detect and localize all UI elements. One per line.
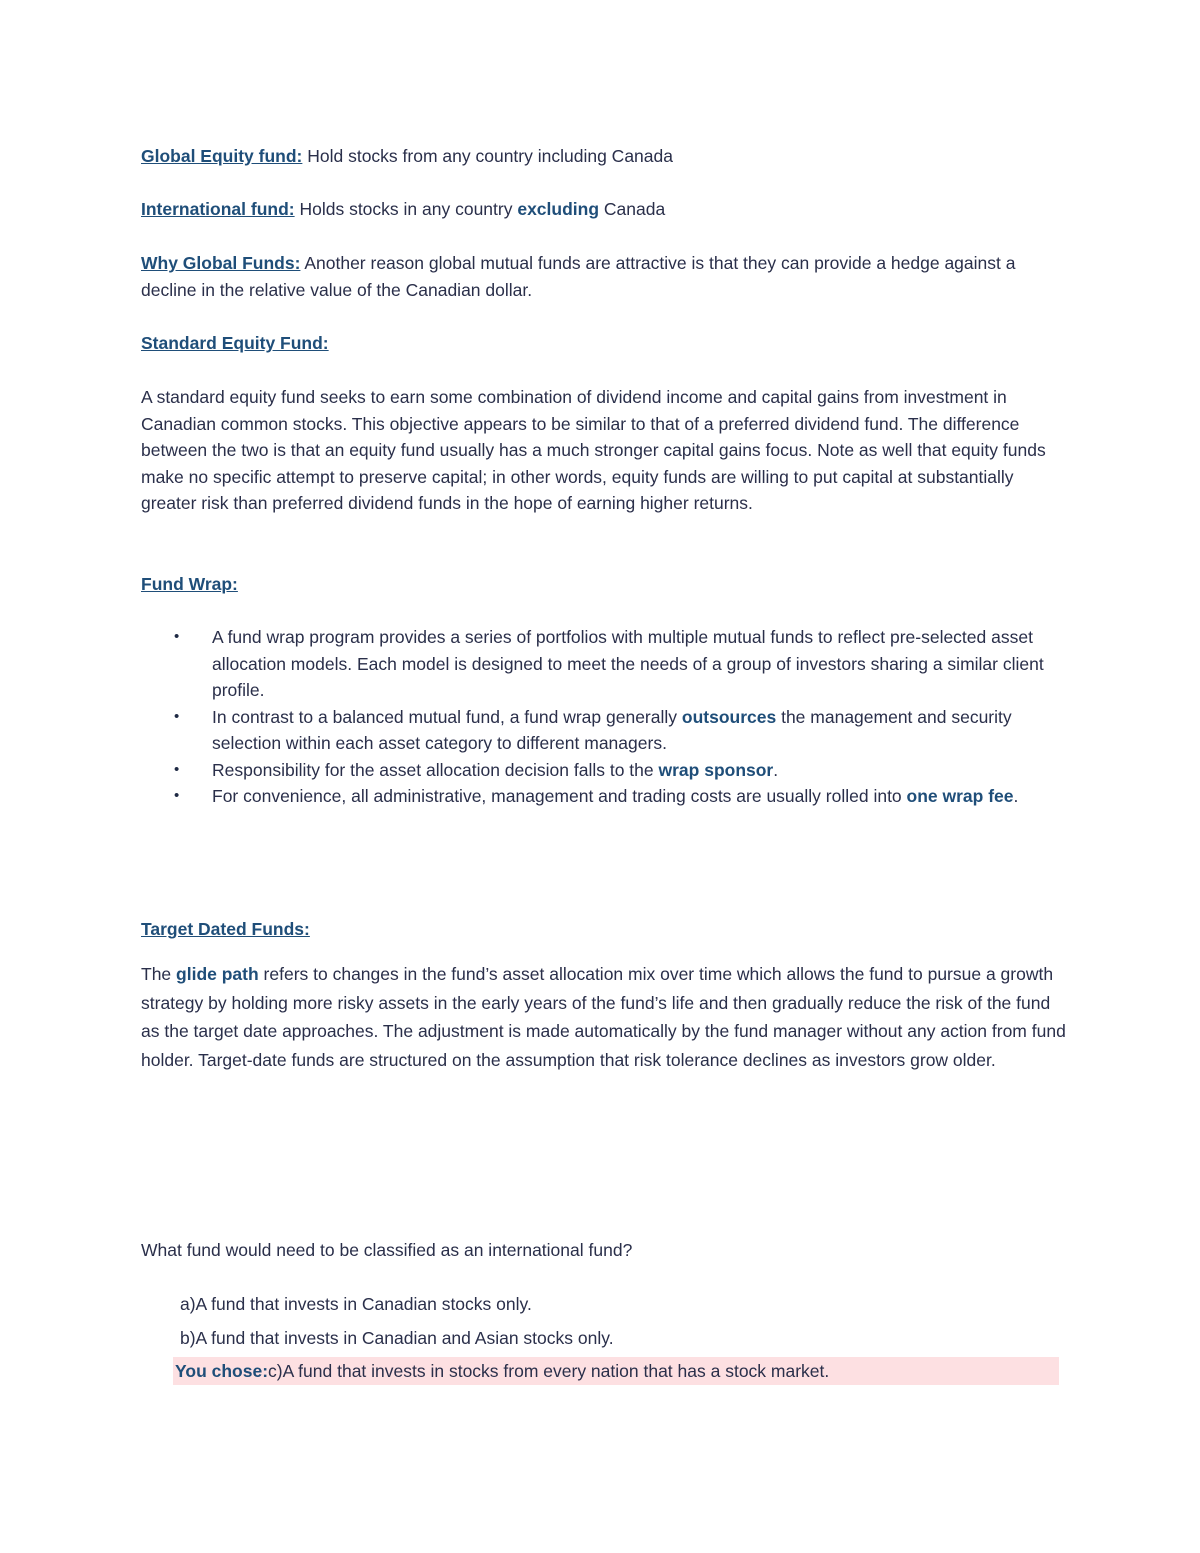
bullet-emphasis: wrap sponsor <box>658 759 774 780</box>
bullet-icon: • <box>174 787 180 804</box>
global-equity-definition <box>141 143 1066 170</box>
why-global-label: Why Global Funds: <box>141 253 301 273</box>
list-item <box>141 783 1046 810</box>
bullet-emphasis: outsources <box>681 706 777 727</box>
bullet-icon: • <box>174 707 180 725</box>
bullet-text-before: Responsibility for the asset allocation decision falls to the <box>212 759 659 780</box>
list-item <box>141 757 1046 784</box>
standard-equity-body: A standard equity fund seeks to earn some combination of dividend income and capital gains from investment in Canadian common stocks. This objective appears to be similar to that of a preferred dividend fund. The difference between the two is that an equity fund usually has a much stronger capital gains focus. Note as well that equity funds make no specific attempt to preserve capital; in other words, equity funds are willing to put capital at substantially greater risk than preferred dividend funds in the hope of earning higher returns. <box>141 387 1046 513</box>
bullet-emphasis: one wrap fee <box>906 786 1014 806</box>
quiz-option-a: a)A fund that invests in Canadian stocks only. <box>180 1294 532 1314</box>
international-emphasis: excluding <box>517 199 600 219</box>
quiz-option-b: b)A fund that invests in Canadian and Asian stocks only. <box>180 1328 614 1348</box>
fund-wrap-heading: Fund Wrap: <box>141 574 238 594</box>
target-dated-text-after: refers to changes in the fund’s asset allocation mix over time which allows the fund to pursue a growth strategy by holding more risky assets in the early years of the fund’s life and then gradually reduce the risk of the fund as the target date approaches. The adjustment is made automatically by the fund manager without any action from fund holder. Target-date funds are structured on the assumption that risk tolerance declines as investors grow older. <box>141 964 1066 1070</box>
fund-wrap-list <box>141 624 1046 810</box>
bullet-text-after: . <box>773 759 779 780</box>
target-dated-heading: Target Dated Funds: <box>141 919 310 939</box>
bullet-text-before: In contrast to a balanced mutual fund, a fund wrap generally <box>212 706 682 727</box>
bullet-icon: • <box>174 760 180 778</box>
bullet-text-after: the management and security selection within each asset category to different managers. <box>212 706 1012 753</box>
bullet-icon: • <box>174 628 180 645</box>
why-global-text: Another reason global mutual funds are attractive is that they can provide a hedge against a decline in the relative value of the Canadian dollar. <box>141 253 1016 300</box>
bullet-text-before: For convenience, all administrative, management and trading costs are usually rolled into <box>212 786 907 806</box>
bullet-text-after: . <box>1013 786 1019 806</box>
list-item <box>141 624 1046 704</box>
bullet-text: A fund wrap program provides a series of portfolios with multiple mutual funds to reflect pre-selected asset allocation models. Each model is designed to meet the needs of a group of investors sharing a similar client profile. <box>212 627 1044 700</box>
international-text-after: Canada <box>599 199 666 219</box>
quiz-chosen-answer <box>173 1357 1059 1385</box>
international-label: International fund: <box>141 199 295 219</box>
target-dated-text-before: The <box>141 964 177 984</box>
target-dated-emphasis: glide path <box>176 964 259 984</box>
why-global-paragraph <box>141 250 1066 303</box>
you-chose-label: You chose: <box>175 1361 269 1381</box>
standard-equity-heading: Standard Equity Fund: <box>141 333 329 353</box>
quiz-option-c: c)A fund that invests in stocks from every nation that has a stock market. <box>268 1361 830 1381</box>
target-dated-body <box>141 960 1066 1074</box>
quiz-question: What fund would need to be classified as an international fund? <box>141 1240 633 1260</box>
international-text-before: Holds stocks in any country <box>294 199 518 219</box>
international-definition <box>141 196 1066 223</box>
global-equity-text: Hold stocks from any country including Canada <box>302 146 673 166</box>
global-equity-label: Global Equity fund: <box>141 146 303 166</box>
list-item <box>141 704 1046 757</box>
